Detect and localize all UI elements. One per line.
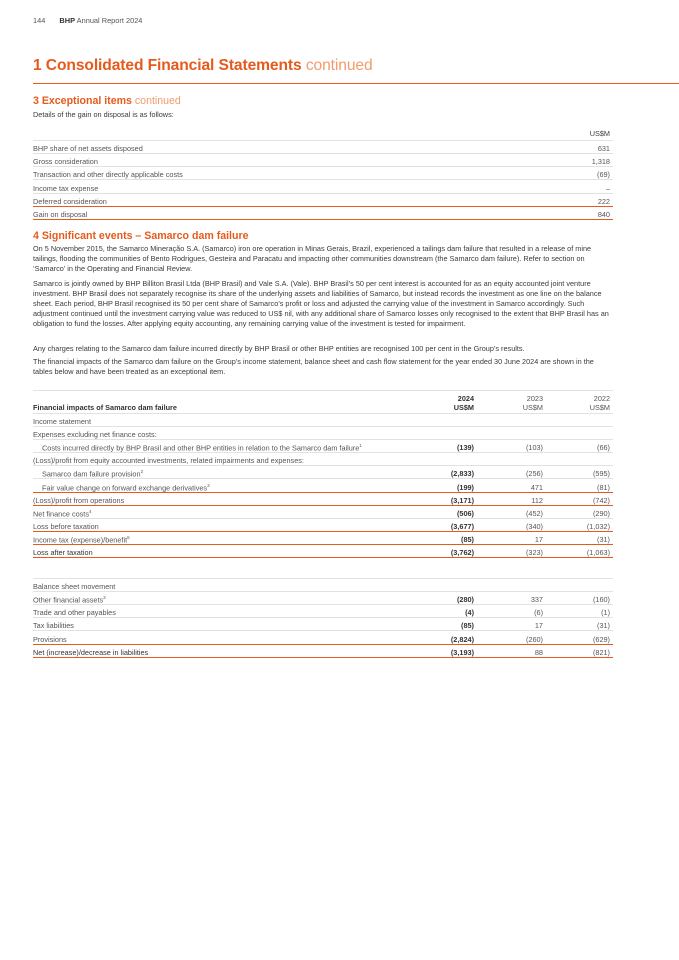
table-row [33,141,613,154]
row-label [33,621,74,630]
row-value-2024: (4) [465,608,474,618]
table-row [33,632,613,645]
footnote-marker: 3 [207,482,210,488]
row-label: BHP share of net assets disposed [33,144,143,153]
table-row [33,645,613,658]
row-value-2023: (452) [525,508,543,518]
paragraph-direct-charges: Any charges relating to the Samarco dam failure incurred directly by BHP Brasil or other BHP entities are recognised 100 per cent in the Group’s results. [33,344,525,353]
row-label [33,522,99,531]
row-value-2022: (160) [592,595,610,605]
row-value-2024: (3,171) [450,495,474,505]
footnote-marker: 4 [88,508,92,514]
table-row [33,427,613,440]
row-label-text: (Loss)/profit from equity accounted investments, related impairments and expenses: [33,456,304,466]
row-value: – [605,183,610,193]
row-value-2024: (2,824) [450,634,474,644]
row-label-text: Provisions [33,634,67,644]
table-row [33,167,613,180]
row-value-2022: (31) [597,621,610,631]
row-label [33,648,148,657]
row-label [33,582,115,591]
table-row [33,532,613,545]
row-label-text: Other financial assets [33,595,104,605]
table-row [33,519,613,532]
row-value-2022: (1) [601,608,610,618]
row-value-2024: (280) [456,595,474,605]
row-value-2023: (6) [534,608,543,618]
brand-name: BHP [59,16,76,25]
row-value-2023: 88 [534,647,543,657]
paragraph-samarco-event: On 5 November 2015, the Samarco Mineração S.A. (Samarco) iron ore operation in Minas Gerais, Brazil, experienced a tailings dam failure that resulted in a release of mine tailings, flooding the communities of Bento Rodrigues, Gesteira and Paracatu and impacting other communities downstream (the Samarco dam failure). Refer to section on ‘Samarco’ in the Operating and Financial Review. [33,244,592,273]
section-title-exceptional-items [33,95,181,107]
row-label [42,469,143,478]
table-row [33,194,613,207]
row-label [33,496,124,505]
row-label [33,430,157,439]
row-value-2023: 337 [530,595,543,605]
row-value-2023: 17 [534,534,543,544]
paragraph-financial-impacts: The financial impacts of the Samarco dam failure on the Group’s income statement, balance sheet and cash flow statement for the year ended 30 June 2024 are shown in the tables below and have been treated as an exceptional item. [33,357,594,376]
row-divider [33,657,613,658]
row-value-2022: (821) [592,647,610,657]
row-value-2022: (290) [592,508,610,518]
row-value-2024: (85) [461,621,474,631]
column-year-2023: 2023 [526,394,543,403]
section-title-significant-events: 4 Significant events – Samarco dam failure [33,230,249,242]
row-value-2022: (81) [597,482,610,492]
column-year-2022: 2022 [593,394,610,403]
column-year-2024: 2024 [457,394,474,403]
row-label-text: Samarco dam failure provision [42,469,141,479]
chapter-title-text: 1 Consolidated Financial Statements [33,57,302,74]
running-header [33,16,142,25]
column-unit: US$M [589,403,610,412]
row-label: Gross consideration [33,157,98,167]
table-row [33,618,613,631]
row-label [33,548,93,557]
row-value: 222 [597,196,610,206]
row-value-2023: (323) [525,548,543,557]
row-label [33,595,106,604]
row-label-text: Balance sheet movement [33,582,116,592]
row-label [33,535,130,544]
row-value-2023: (340) [525,521,543,531]
row-value-2024: (85) [461,534,474,544]
chapter-divider [33,83,679,84]
table-row [33,440,613,453]
table-row [33,493,613,506]
column-unit: US$M [453,403,474,412]
row-value-2022: (629) [592,634,610,644]
row-value-2023: 112 [531,495,543,505]
footnote-marker: 1 [359,443,362,449]
table-row [33,207,613,220]
row-label [33,608,116,617]
table-row [33,466,613,479]
row-label-text: Expenses excluding net finance costs: [33,430,157,440]
table-row [33,181,613,194]
table-row [33,605,613,618]
row-label [33,456,304,465]
row-label-text: Costs incurred directly by BHP Brasil and other BHP entities in relation to the Samarco dam failure [42,443,360,453]
row-value: 840 [597,210,610,219]
row-value-2022: (1,032) [586,521,610,531]
row-label-text: Net finance costs [33,509,89,519]
section-continued: continued [134,95,181,107]
row-value: 631 [597,144,610,153]
row-divider [33,219,613,220]
row-label [33,417,91,426]
footnote-marker: 5 [127,534,130,540]
row-value-2024: (2,833) [450,469,474,479]
row-label-text: Net (increase)/decrease in liabilities [33,647,149,657]
impacts-header-top-divider [33,390,613,391]
row-label-text: Fair value change on forward exchange derivatives [42,482,208,492]
row-label [33,635,67,644]
row-value-2024: (3,762) [450,548,474,557]
row-label [42,443,362,452]
row-value-2024: (506) [456,508,474,518]
chapter-continued: continued [305,57,373,74]
row-label-text: Loss after taxation [33,548,93,557]
table-row [33,414,613,427]
row-value-2023: (256) [525,469,543,479]
row-value-2023: (260) [525,634,543,644]
report-title: Annual Report 2024 [76,16,143,25]
row-divider [33,557,613,558]
row-label-text: Tax liabilities [33,621,74,631]
row-value-2022: (595) [592,469,610,479]
row-value-2022: (66) [597,443,610,453]
row-label: Transaction and other directly applicable costs [33,170,183,180]
footnote-marker: 3 [103,595,106,601]
row-label [42,483,210,492]
row-label [33,509,92,518]
row-label-text: Income tax (expense)/benefit [33,535,128,545]
disposal-intro: Details of the gain on disposal is as follows: [33,110,174,119]
table-row [33,506,613,519]
row-value-2023: 17 [534,621,543,631]
row-label-text: Trade and other payables [33,608,116,618]
table-row [33,154,613,167]
row-label: Income tax expense [33,183,99,193]
row-value-2022: (1,063) [586,548,610,557]
row-label: Deferred consideration [33,196,107,206]
row-value-2024: (3,677) [450,521,474,531]
disposal-column-header: US$M [589,129,610,138]
impacts-table-title: Financial impacts of Samarco dam failure [33,403,177,412]
table-row [33,579,613,592]
row-value-2024: (199) [456,482,474,492]
row-value-2024: (139) [456,443,474,453]
table-row [33,453,613,466]
row-label-text: Income statement [33,417,91,426]
row-label-text: (Loss)/profit from operations [33,495,125,505]
table-row [33,480,613,493]
paragraph-samarco-ownership: Samarco is jointly owned by BHP Billiton Brasil Ltda (BHP Brasil) and Vale S.A. (Vale). BHP Brasil’s 50 per cent interest is accounted for as an equity accounted joint venture investment. BHP Brasil does not separately recognise its share of the underlying assets and liabilities of Samarco, but instead records the investment as one line on the balance sheet. Each period, BHP Brasil recognised its 50 per cent share of Samarco’s profit or loss and adjusted the carrying value of the investment in Samarco accordingly. Such adjustment continued until the investment carrying value was reduced to US$ nil, with any additional share of Samarco losses only recognised to the extent that BHP Brasil has an obligation to fund the losses. After applying equity accounting, any remaining carrying value of the investment is tested for impairment. [33,279,609,328]
footnote-marker: 2 [140,469,144,475]
row-value: 1,318 [591,157,610,167]
table-row [33,592,613,605]
section-title-text: 3 Exceptional items [33,95,132,107]
column-unit: US$M [522,403,543,412]
row-value-2022: (31) [597,534,610,544]
table-row [33,545,613,558]
chapter-title [33,57,373,75]
row-label: Gain on disposal [33,210,88,219]
row-value: (69) [597,170,610,180]
row-value-2022: (742) [592,495,610,505]
page-number: 144 [33,16,46,25]
row-value-2024: (3,193) [450,647,474,657]
row-value-2023: 471 [530,482,543,492]
row-value-2023: (103) [525,443,543,453]
row-label-text: Loss before taxation [33,521,99,531]
